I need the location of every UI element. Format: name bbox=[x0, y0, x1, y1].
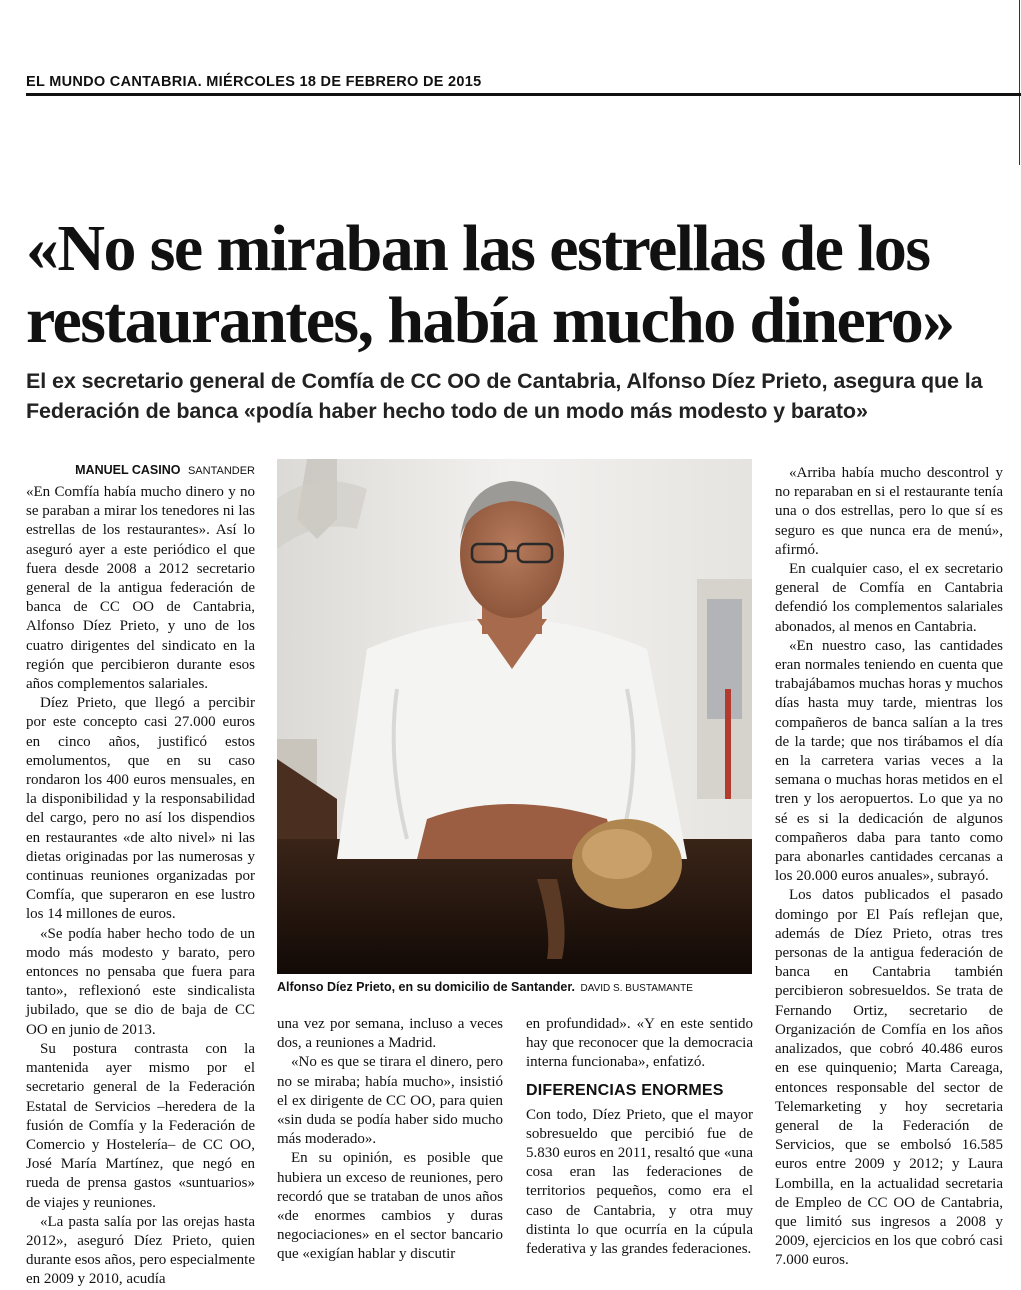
paragraph: en profundidad». «Y en este sentido hay que reconocer que la democracia interna funcionaba», enfatizó. bbox=[526, 1016, 753, 1071]
paragraph: «En nuestro caso, las cantidades eran normales teniendo en cuenta que trabajábamos muchas horas y muchos días hasta muy tarde, mientras los compañeros de banca salían a la tres de la tarde; que nos tirábamos el día en la carretera varias veces a la semana o muchas horas metidos en el tren y los aeropuertos. Lo que ya no sé es si la dedicación de algunos compañeros daba para tanto como para abonarles cantidades cercanas a los 20.000 euros anuales», subrayó. bbox=[775, 637, 1003, 885]
paragraph: «Arriba había mucho descontrol y no reparaban en si el restaurante tenía una o dos estrellas, pero lo que sí es seguro es que nunca era de menú», afirmó. bbox=[775, 465, 1003, 558]
subtitle: El ex secretario general de Comfía de CC OO de Cantabria, Alfonso Díez Prieto, asegura que la Federación de banca «podía haber hecho todo de un modo más modesto y barato» bbox=[26, 369, 983, 423]
folio-rule bbox=[26, 93, 1021, 96]
paragraph: Díez Prieto, que llegó a percibir por este concepto casi 27.000 euros en cinco años, justificó estos emolumentos, que en su caso rondaron los 400 euros mensuales, en la disponibilidad y la responsabilidad del cargo, pero no así los dispendios en restaurantes «de alto nivel» ni las dietas originadas por las numerosas y continuas reuniones organizadas por Comfía, que superaron en ese lustro los 14 millones de euros. bbox=[26, 695, 255, 923]
paragraph: En su opinión, es posible que hubiera un exceso de reuniones, pero recordó que se trataban de unos años «de enormes cambios y duras negociaciones» en el sector bancario que «exigían hablar y discutir bbox=[277, 1150, 503, 1263]
byline bbox=[26, 460, 255, 481]
byline-author: MANUEL CASINO bbox=[75, 463, 181, 477]
paragraph: En cualquier caso, el ex secretario general de Comfía en Cantabria defendió los complementos salariales abonados, al menos en Cantabria. bbox=[775, 561, 1003, 635]
paragraph: Su postura contrasta con la mantenida ayer mismo por el secretario general de la Federación Estatal de Servicios –heredera de la fusión de Comfía y la Federación de Comercio y Hostelería– de CC OO, José María Martínez, que negó en rueda de prensa gastos «suntuarios» de viajes y reuniones. bbox=[26, 1040, 255, 1211]
paragraph: «La pasta salía por las orejas hasta 2012», aseguró Díez Prieto, quien durante esos años, pero especialmente en 2009 y 2010, acudía bbox=[26, 1213, 255, 1288]
article-photo bbox=[277, 459, 752, 974]
photo-credit: DAVID S. BUSTAMANTE bbox=[580, 983, 693, 994]
paragraph: «No es que se tirara el dinero, pero no se miraba; había mucho», insistió el ex dirigente de CC OO, para quien «sin duda se podía haber sido mucho más moderado». bbox=[277, 1054, 503, 1148]
section-heading: DIFERENCIAS ENORMES bbox=[526, 1081, 724, 1099]
page-frame-line bbox=[1019, 0, 1020, 165]
article-column-3 bbox=[526, 1015, 753, 1259]
paragraph: una vez por semana, incluso a veces dos, a reuniones a Madrid. bbox=[277, 1016, 503, 1052]
paragraph: «En Comfía había mucho dinero y no se paraban a mirar los tenedores ni las estrellas de los restaurantes». Así lo aseguró ayer a este periódico el que fuera desde 2008 a 2012 secretario general de la antigua federación de banca de CC OO de Cantabria, Alfonso Díez Prieto, y uno de los cuatro dirigentes del sindicato en la región que percibieron durante esos años complementos salariales. bbox=[26, 484, 255, 693]
headline: «No se miraban las estrellas de los restaurantes, había mucho dinero» bbox=[26, 212, 954, 357]
paragraph: «Se podía haber hecho todo de un modo más modesto y barato, pero entonces no pensaba que fuera para tanto», reflexionó este sindicalista jubilado, que se dio de baja de CC OO en junio de 2013. bbox=[26, 925, 255, 1038]
article-column-4 bbox=[775, 464, 1003, 1271]
article-column-2 bbox=[277, 1015, 503, 1265]
portrait-illustration bbox=[277, 459, 752, 974]
caption-text: Alfonso Díez Prieto, en su domicilio de Santander. bbox=[277, 980, 575, 994]
byline-place: SANTANDER bbox=[187, 465, 255, 477]
article-column-1 bbox=[26, 460, 255, 1290]
paragraph: Con todo, Díez Prieto, que el mayor sobresueldo que percibió fue de 5.830 euros en 2011, resaltó que «una cosa eran las federaciones de territorios pequeños, como era el caso de Cantabria, y otra muy distinta lo que ocurría en la cúpula federativa y las grandes federaciones. bbox=[526, 1106, 753, 1258]
folio-line: EL MUNDO CANTABRIA. MIÉRCOLES 18 DE FEBRERO DE 2015 bbox=[26, 74, 482, 90]
photo-caption bbox=[277, 979, 757, 997]
paragraph: Los datos publicados el pasado domingo por El País reflejan que, además de Díez Prieto, otras tres personas de la antigua federación de banca en Cantabria también percibieron sobresueldos. Se trata de Fernando Ortiz, secretario de Organización de Comfía en los años analizados, que cobró 40.486 euros en ese quinquenio; Marta Careaga, entonces responsable del sector de Telemarketing y hoy secretaria general de la Federación de Servicios, que se embolsó 16.585 euros entre 2009 y 2012; y Laura Lombilla, en la actualidad secretaria de Empleo de CC OO de Cantabria, que limitó sus ingresos a 2008 y 2009, ejercicios en los que cobró casi 7.000 euros. bbox=[775, 887, 1003, 1269]
